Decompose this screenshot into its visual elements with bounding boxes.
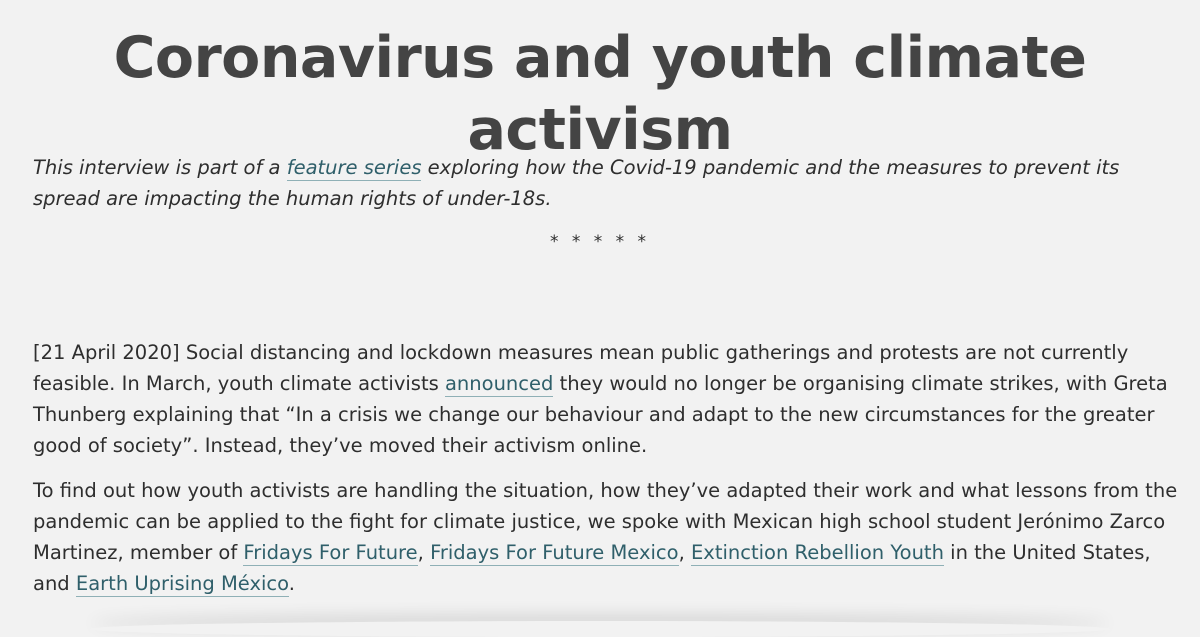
paragraph2-text-5: . [288,572,295,595]
fridays-for-future-mexico-link[interactable]: Fridays For Future Mexico [430,541,679,564]
earth-uprising-mexico-link[interactable]: Earth Uprising México [75,572,289,595]
paragraph1-text-before-link: [21 April 2020] Social distancing and lockdown measures mean public gatherings and protests are not currently feasible. In March, youth climate activists [33,341,1129,395]
paragraph2-text-4: in the United States, and [33,541,1151,595]
feature-series-link[interactable]: feature series [286,156,422,179]
intro-paragraph [33,152,1173,214]
section-separator: * * * * * [549,232,651,252]
announced-link[interactable]: announced [444,372,554,395]
card-edge-shadow [90,621,1110,637]
paragraph1-text-after-link: they would no longer be organising climate strikes, with Greta Thunberg explaining that “In a crisis we change our behaviour and adapt to the new circumstances for the greater good of society”. Instead, they’ve moved their activism online. [33,372,1168,457]
paragraph2-text-3: , [678,541,691,564]
fridays-for-future-link[interactable]: Fridays For Future [243,541,418,564]
extinction-rebellion-youth-link[interactable]: Extinction Rebellion Youth [690,541,944,564]
page-title: Coronavirus and youth climate activism [113,25,1087,163]
paragraph2-text-1: To find out how youth activists are handling the situation, how they’ve adapted their work and what lessons from the pandemic can be applied to the fight for climate justice, we spoke with Mexican high school student Jerónimo Zarco Martinez, member of [33,479,1178,564]
intro-text-after-link: exploring how the Covid-19 pandemic and the measures to prevent its spread are impacting the human rights of under-18s. [33,156,1120,210]
intro-text-before-link: This interview is part of a [33,156,287,179]
body-paragraph-2 [33,475,1178,599]
body-paragraph-1 [33,337,1178,461]
paragraph2-text-2: , [417,541,431,564]
